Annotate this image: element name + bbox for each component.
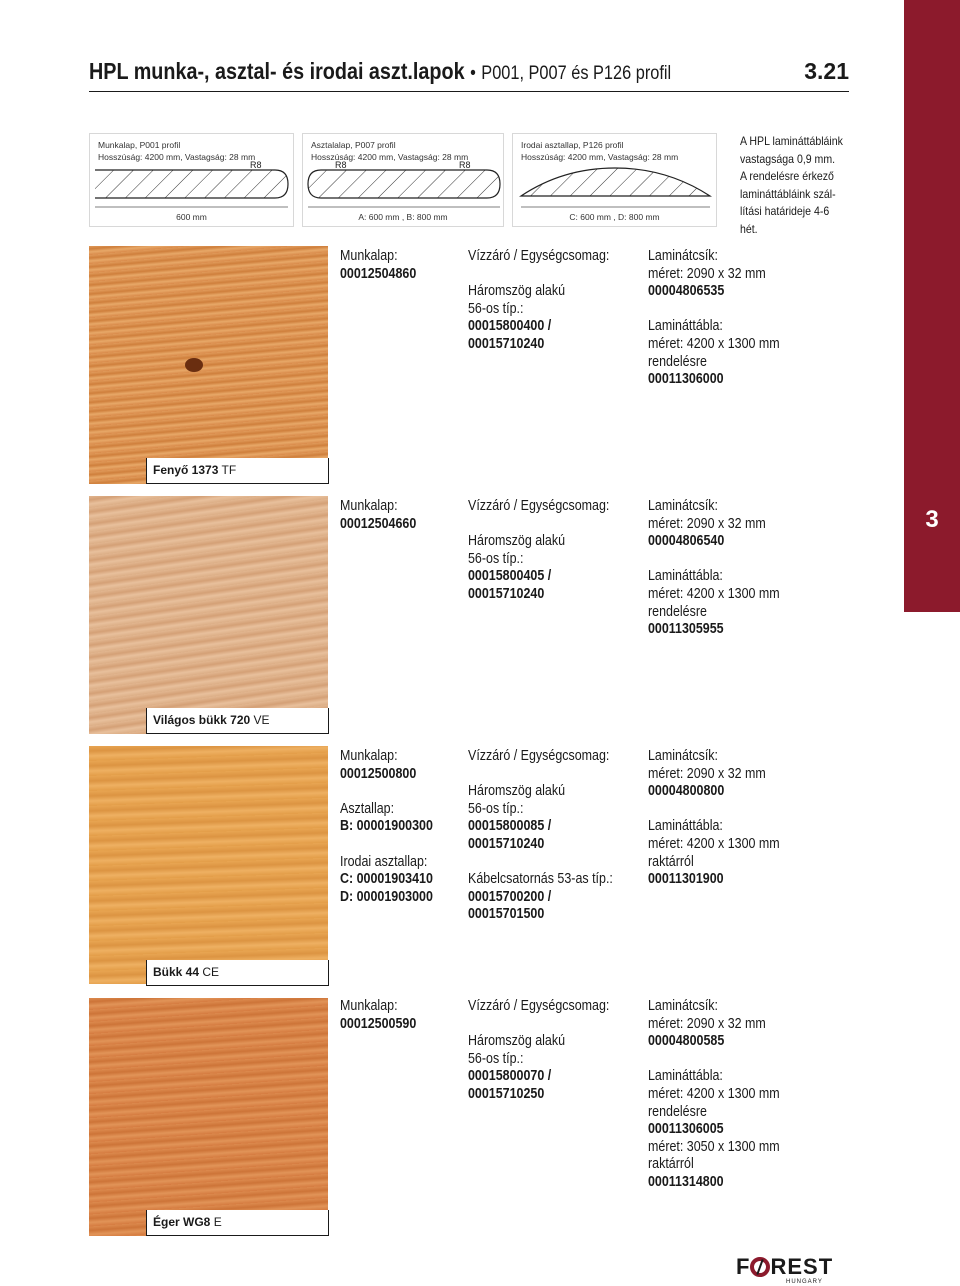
- profile-dimension: A: 600 mm , B: 800 mm: [358, 212, 448, 222]
- product-col-munkalap: Munkalap: 00012500800 Asztallap: B: 00001900300 Irodai asztallap: C: 00001903410 D: 00001903000: [340, 748, 433, 905]
- swatch-caption: Fenyő 1373 TF: [146, 458, 329, 484]
- product-col-munkalap: Munkalap: 00012504660: [340, 498, 417, 532]
- product-col-munkalap: Munkalap: 00012500590: [340, 998, 417, 1032]
- profile-dimension: C: 600 mm , D: 800 mm: [569, 212, 660, 222]
- swatch-vilagos-bukk: [89, 496, 328, 734]
- profile-p126: [512, 133, 717, 227]
- swatch-caption: Éger WG8 E: [146, 1210, 329, 1236]
- header-rule: [89, 91, 849, 92]
- forest-logo: F REST HUNGARY: [736, 1254, 834, 1285]
- chapter-tab: [904, 0, 960, 612]
- product-col-laminat: Laminátcsík: méret: 2090 x 32 mm 00004806535 Lamináttábla: méret: 4200 x 1300 mm rendelésre 00011306000: [648, 248, 780, 388]
- product-col-laminat: Laminátcsík: méret: 2090 x 32 mm 00004800585 Lamináttábla: méret: 4200 x 1300 mm rendelésre 00011306005 méret: 3050 x 1300 mm raktárról 00011314800: [648, 998, 780, 1190]
- product-col-vizzaro: Vízzáró / Egységcsomag: Háromszög alakú 56-os típ.: 00015800405 / 00015710240: [468, 498, 610, 602]
- profile-title: Munkalap, P001 profil: [98, 140, 181, 150]
- profile-specs: Hosszúság: 4200 mm, Vastagság: 28 mm: [311, 152, 469, 162]
- profile-specs: Hosszúság: 4200 mm, Vastagság: 28 mm: [521, 152, 679, 162]
- profile-title: Asztalalap, P007 profil: [311, 140, 396, 150]
- product-col-vizzaro: Vízzáró / Egységcsomag: Háromszög alakú 56-os típ.: 00015800085 / 00015710240 Kábelcsatornás 53-as típ.: 00015700200 / 00015701500: [468, 748, 613, 923]
- delivery-note: A HPL lamináttábláink vastagsága 0,9 mm. A rendelésre érkező lamináttábláink szál- lítási határideje 4-6 hét.: [740, 134, 843, 236]
- product-col-vizzaro: Vízzáró / Egységcsomag: Háromszög alakú 56-os típ.: 00015800070 / 00015710250: [468, 998, 610, 1102]
- product-col-vizzaro: Vízzáró / Egységcsomag: Háromszög alakú 56-os típ.: 00015800400 / 00015710240: [468, 248, 610, 352]
- profile-p001: [89, 133, 294, 227]
- knot-mark: [185, 358, 203, 372]
- product-col-laminat: Laminátcsík: méret: 2090 x 32 mm 00004800800 Lamináttábla: méret: 4200 x 1300 mm raktárról 00011301900: [648, 748, 780, 888]
- swatch-eger: [89, 998, 328, 1236]
- product-col-laminat: Laminátcsík: méret: 2090 x 32 mm 00004806540 Lamináttábla: méret: 4200 x 1300 mm rendelésre 00011305955: [648, 498, 780, 638]
- swatch-caption: Bükk 44 CE: [146, 960, 329, 986]
- chapter-tab-label: 3: [925, 506, 939, 533]
- radius-label: R8: [250, 160, 262, 170]
- radius-label: R8: [459, 160, 471, 170]
- profile-p007: [302, 133, 504, 227]
- radius-label: R8: [335, 160, 347, 170]
- swatch-fenyo: [89, 246, 328, 484]
- product-col-munkalap: Munkalap: 00012504860: [340, 248, 417, 282]
- profile-title: Irodai asztallap, P126 profil: [521, 140, 624, 150]
- profile-specs: Hosszúság: 4200 mm, Vastagság: 28 mm: [98, 152, 256, 162]
- page-title: HPL munka-, asztal- és irodai aszt.lapok • P001, P007 és P126 profil: [89, 58, 672, 84]
- swatch-caption: Világos bükk 720 VE: [146, 708, 329, 734]
- page-header: [89, 56, 849, 90]
- logo-o-mark: [750, 1257, 770, 1277]
- profile-dimension: 600 mm: [176, 212, 207, 222]
- swatch-bukk: [89, 746, 328, 984]
- page-number: 3.21: [804, 58, 849, 84]
